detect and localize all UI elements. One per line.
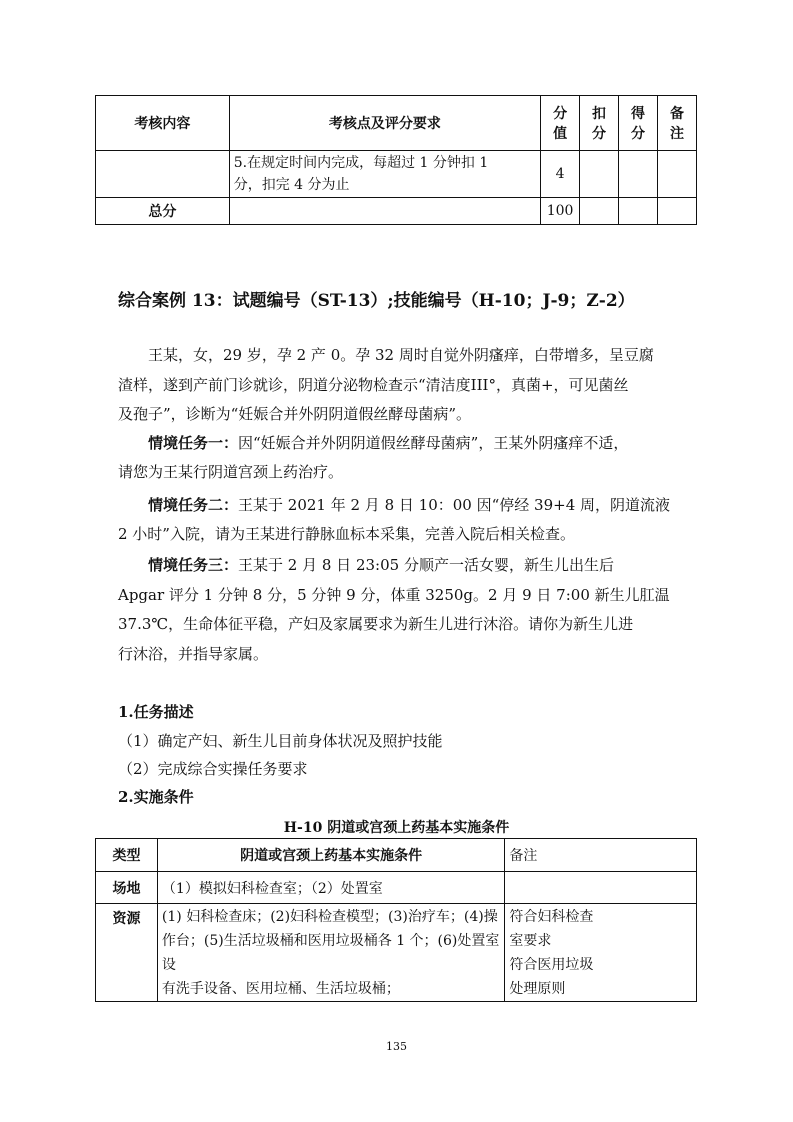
header-type: 类型 (96, 839, 158, 872)
row-type: 资源 (96, 904, 158, 1002)
row-conditions: （1）模拟妇科检查室；（2）处置室 (157, 872, 504, 904)
header-score: 分 值 (541, 96, 580, 151)
task-3-line: 37.3℃，生命体征平稳，产妇及家属要求为新生儿进行沐浴。请你为新生儿进 (118, 615, 634, 633)
row-score: 4 (541, 151, 580, 198)
task-3-line: 行沐浴，并指导家属。 (118, 645, 269, 663)
row-note (505, 872, 697, 904)
row-note: 符合妇科检查 室要求 符合医用垃圾 处理原则 (505, 904, 697, 1002)
score-table (95, 95, 697, 225)
row-requirement: 5.在规定时间内完成，每超过 1 分钟扣 1 分，扣完 4 分为止 (229, 151, 540, 198)
total-deduct (580, 198, 619, 225)
row-content (96, 151, 230, 198)
intro-line: 渣样，遂到产前门诊就诊，阴道分泌物检查示“清洁度III°，真菌+，可见菌丝 (118, 376, 629, 394)
row-deduct (580, 151, 619, 198)
table-caption: H-10 阴道或宫颈上药基本实施条件 (283, 820, 510, 836)
section-1-title: 1.任务描述 (118, 703, 194, 721)
row-got (619, 151, 658, 198)
row-type: 场地 (96, 872, 158, 904)
task-2-line: 2 小时”入院，请为王某进行静脉血标本采集，完善入院后相关检查。 (118, 525, 575, 543)
section-1-item: （2）完成综合实操任务要求 (118, 760, 308, 778)
intro-line: 王某，女，29 岁，孕 2 产 0。孕 32 周时自觉外阴瘙痒，白带增多，呈豆腐 (148, 346, 654, 364)
row-note (657, 151, 696, 198)
conditions-table (95, 838, 697, 1002)
task-1-line: 请您为王某行阴道宫颈上药治疗。 (118, 463, 344, 481)
section-1-item: （1）确定产妇、新生儿目前身体状况及照护技能 (118, 732, 443, 750)
total-note (657, 198, 696, 225)
row-conditions: (1) 妇科检查床；(2)妇科检查模型；(3)治疗车；(4)操 作台；(5)生活垃圾桶和医用垃圾桶各 1 个；(6)处置室设 有洗手设备、医用垃桶、生活垃圾桶； (157, 904, 504, 1002)
task-1: 情境任务一：因“妊娠合并外阴阴道假丝酵母菌病”，王某外阴瘙痒不适， (148, 434, 629, 452)
header-note: 备 注 (657, 96, 696, 151)
total-label: 总分 (96, 198, 230, 225)
total-empty (229, 198, 540, 225)
total-score: 100 (541, 198, 580, 225)
header-content: 考核内容 (96, 96, 230, 151)
header-note: 备注 (505, 839, 697, 872)
header-got: 得 分 (619, 96, 658, 151)
task-2: 情境任务二：王某于 2021 年 2 月 8 日 10：00 因“停经 39+4 周，阴道流液 (148, 496, 670, 514)
task-3: 情境任务三：王某于 2 月 8 日 23:05 分顺产一活女婴，新生儿出生后 (148, 556, 614, 574)
header-conditions: 阴道或宫颈上药基本实施条件 (157, 839, 504, 872)
header-deduct: 扣 分 (580, 96, 619, 151)
header-requirement: 考核点及评分要求 (229, 96, 540, 151)
task-3-line: Apgar 评分 1 分钟 8 分，5 分钟 9 分，体重 3250g。2 月 9 日 7:00 新生儿肛温 (118, 586, 670, 604)
page-number: 135 (386, 1040, 407, 1053)
total-got (619, 198, 658, 225)
intro-line: 及孢子”，诊断为“妊娠合并外阴阴道假丝酵母菌病”。 (118, 405, 472, 423)
section-2-title: 2.实施条件 (118, 788, 194, 806)
case-title: 综合案例 13：试题编号（ST-13）;技能编号（H-10；J-9；Z-2） (118, 291, 635, 311)
